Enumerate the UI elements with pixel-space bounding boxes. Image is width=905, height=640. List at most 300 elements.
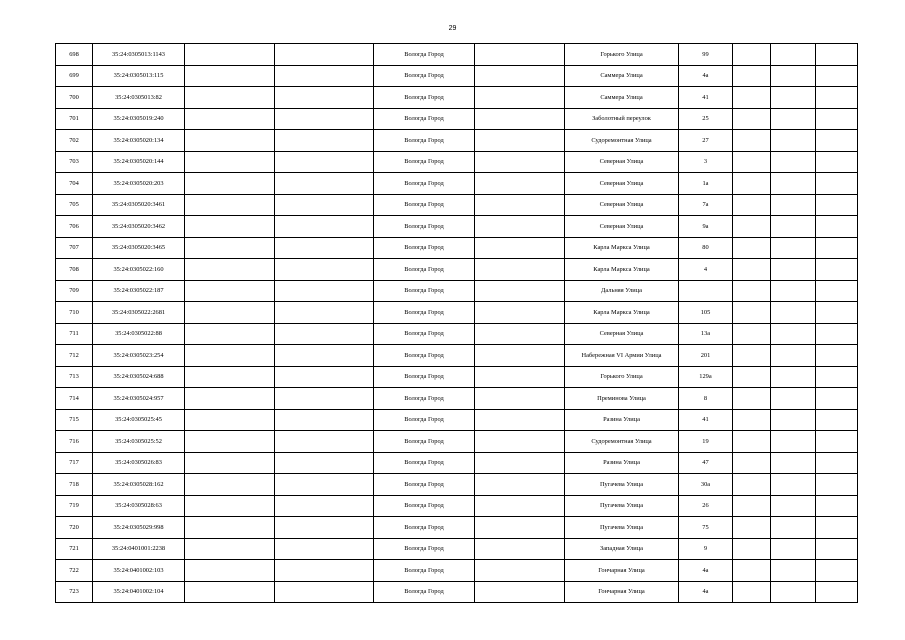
- empty-cell: [475, 323, 565, 345]
- street-cell: Саммера Улица: [565, 65, 679, 87]
- row-number-cell: 711: [56, 323, 93, 345]
- house-number-cell: 3: [679, 151, 733, 173]
- empty-cell: [275, 280, 374, 302]
- street-cell: Карла Маркса Улица: [565, 302, 679, 324]
- empty-cell: [816, 44, 858, 66]
- empty-cell: [733, 302, 771, 324]
- empty-cell: [185, 495, 275, 517]
- street-cell: Карла Маркса Улица: [565, 237, 679, 259]
- empty-cell: [275, 560, 374, 582]
- empty-cell: [816, 302, 858, 324]
- house-number-cell: 8: [679, 388, 733, 410]
- empty-cell: [733, 44, 771, 66]
- empty-cell: [816, 581, 858, 603]
- empty-cell: [771, 431, 816, 453]
- cadastral-number-cell: 35:24:0305020:134: [93, 130, 185, 152]
- empty-cell: [771, 194, 816, 216]
- street-cell: Заболотный переулок: [565, 108, 679, 130]
- settlement-cell: Вологда Город: [374, 65, 475, 87]
- empty-cell: [816, 151, 858, 173]
- empty-cell: [475, 87, 565, 109]
- settlement-cell: Вологда Город: [374, 581, 475, 603]
- empty-cell: [275, 259, 374, 281]
- table-row: [56, 388, 858, 410]
- house-number-cell: 41: [679, 87, 733, 109]
- empty-cell: [733, 194, 771, 216]
- table-row: [56, 87, 858, 109]
- empty-cell: [771, 474, 816, 496]
- street-cell: Северная Улица: [565, 151, 679, 173]
- settlement-cell: Вологда Город: [374, 87, 475, 109]
- empty-cell: [275, 495, 374, 517]
- house-number-cell: 47: [679, 452, 733, 474]
- empty-cell: [771, 130, 816, 152]
- street-cell: Преминова Улица: [565, 388, 679, 410]
- cadastral-number-cell: 35:24:0305024:688: [93, 366, 185, 388]
- row-number-cell: 714: [56, 388, 93, 410]
- house-number-cell: 25: [679, 108, 733, 130]
- empty-cell: [475, 194, 565, 216]
- empty-cell: [275, 345, 374, 367]
- empty-cell: [185, 581, 275, 603]
- cadastral-number-cell: 35:24:0305020:144: [93, 151, 185, 173]
- empty-cell: [475, 65, 565, 87]
- settlement-cell: Вологда Город: [374, 517, 475, 539]
- row-number-cell: 707: [56, 237, 93, 259]
- settlement-cell: Вологда Город: [374, 409, 475, 431]
- empty-cell: [275, 151, 374, 173]
- house-number-cell: 26: [679, 495, 733, 517]
- house-number-cell: 99: [679, 44, 733, 66]
- empty-cell: [475, 280, 565, 302]
- registry-table: [55, 43, 858, 603]
- empty-cell: [275, 44, 374, 66]
- house-number-cell: 13а: [679, 323, 733, 345]
- empty-cell: [475, 366, 565, 388]
- cadastral-number-cell: 35:24:0305020:3461: [93, 194, 185, 216]
- row-number-cell: 700: [56, 87, 93, 109]
- empty-cell: [185, 452, 275, 474]
- table-row: [56, 194, 858, 216]
- cadastral-number-cell: 35:24:0305023:254: [93, 345, 185, 367]
- empty-cell: [771, 216, 816, 238]
- empty-cell: [185, 173, 275, 195]
- empty-cell: [185, 151, 275, 173]
- settlement-cell: Вологда Город: [374, 108, 475, 130]
- empty-cell: [275, 452, 374, 474]
- empty-cell: [185, 538, 275, 560]
- settlement-cell: Вологда Город: [374, 130, 475, 152]
- empty-cell: [475, 560, 565, 582]
- empty-cell: [733, 388, 771, 410]
- empty-cell: [185, 431, 275, 453]
- empty-cell: [733, 581, 771, 603]
- empty-cell: [275, 538, 374, 560]
- empty-cell: [733, 323, 771, 345]
- empty-cell: [275, 108, 374, 130]
- settlement-cell: Вологда Город: [374, 452, 475, 474]
- settlement-cell: Вологда Город: [374, 388, 475, 410]
- row-number-cell: 719: [56, 495, 93, 517]
- cadastral-number-cell: 35:24:0305013:1143: [93, 44, 185, 66]
- table-row: [56, 495, 858, 517]
- empty-cell: [816, 388, 858, 410]
- empty-cell: [816, 366, 858, 388]
- empty-cell: [733, 280, 771, 302]
- table-row: [56, 581, 858, 603]
- empty-cell: [275, 173, 374, 195]
- empty-cell: [475, 409, 565, 431]
- table-row: [56, 431, 858, 453]
- settlement-cell: Вологда Город: [374, 216, 475, 238]
- table-row: [56, 323, 858, 345]
- empty-cell: [771, 323, 816, 345]
- settlement-cell: Вологда Город: [374, 495, 475, 517]
- empty-cell: [816, 65, 858, 87]
- cadastral-number-cell: 35:24:0305029:998: [93, 517, 185, 539]
- row-number-cell: 705: [56, 194, 93, 216]
- cadastral-number-cell: 35:24:0305022:187: [93, 280, 185, 302]
- empty-cell: [475, 452, 565, 474]
- table-row: [56, 560, 858, 582]
- empty-cell: [816, 323, 858, 345]
- empty-cell: [733, 216, 771, 238]
- empty-cell: [475, 538, 565, 560]
- table-row: [56, 409, 858, 431]
- cadastral-number-cell: 35:24:0305020:203: [93, 173, 185, 195]
- row-number-cell: 718: [56, 474, 93, 496]
- street-cell: Западная Улица: [565, 538, 679, 560]
- house-number-cell: 41: [679, 409, 733, 431]
- cadastral-number-cell: 35:24:0305020:3462: [93, 216, 185, 238]
- cadastral-number-cell: 35:24:0305019:240: [93, 108, 185, 130]
- street-cell: Пугачева Улица: [565, 495, 679, 517]
- empty-cell: [771, 259, 816, 281]
- cadastral-number-cell: 35:24:0305026:83: [93, 452, 185, 474]
- street-cell: Северная Улица: [565, 323, 679, 345]
- street-cell: Гончарная Улица: [565, 560, 679, 582]
- row-number-cell: 722: [56, 560, 93, 582]
- empty-cell: [475, 581, 565, 603]
- empty-cell: [185, 216, 275, 238]
- row-number-cell: 698: [56, 44, 93, 66]
- table-row: [56, 151, 858, 173]
- empty-cell: [733, 259, 771, 281]
- empty-cell: [475, 388, 565, 410]
- street-cell: Пугачева Улица: [565, 474, 679, 496]
- empty-cell: [733, 560, 771, 582]
- street-cell: Судоремонтная Улица: [565, 130, 679, 152]
- empty-cell: [275, 302, 374, 324]
- empty-cell: [185, 345, 275, 367]
- settlement-cell: Вологда Город: [374, 302, 475, 324]
- street-cell: Гончарная Улица: [565, 581, 679, 603]
- empty-cell: [816, 173, 858, 195]
- house-number-cell: 4а: [679, 65, 733, 87]
- house-number-cell: 4: [679, 259, 733, 281]
- settlement-cell: Вологда Город: [374, 474, 475, 496]
- empty-cell: [816, 431, 858, 453]
- empty-cell: [816, 87, 858, 109]
- street-cell: Набережная VI Армии Улица: [565, 345, 679, 367]
- empty-cell: [185, 560, 275, 582]
- house-number-cell: [679, 280, 733, 302]
- settlement-cell: Вологда Город: [374, 323, 475, 345]
- settlement-cell: Вологда Город: [374, 151, 475, 173]
- table-row: [56, 65, 858, 87]
- empty-cell: [475, 431, 565, 453]
- empty-cell: [771, 151, 816, 173]
- cadastral-number-cell: 35:24:0401001:2238: [93, 538, 185, 560]
- empty-cell: [771, 538, 816, 560]
- cadastral-number-cell: 35:24:0401002:103: [93, 560, 185, 582]
- empty-cell: [475, 130, 565, 152]
- empty-cell: [771, 495, 816, 517]
- empty-cell: [733, 237, 771, 259]
- empty-cell: [185, 280, 275, 302]
- cadastral-number-cell: 35:24:0305022:88: [93, 323, 185, 345]
- street-cell: Разина Улица: [565, 409, 679, 431]
- cadastral-number-cell: 35:24:0305025:45: [93, 409, 185, 431]
- empty-cell: [475, 345, 565, 367]
- house-number-cell: 80: [679, 237, 733, 259]
- empty-cell: [816, 452, 858, 474]
- empty-cell: [816, 474, 858, 496]
- empty-cell: [733, 87, 771, 109]
- empty-cell: [733, 431, 771, 453]
- cadastral-number-cell: 35:24:0305024:957: [93, 388, 185, 410]
- empty-cell: [185, 237, 275, 259]
- empty-cell: [733, 409, 771, 431]
- page-number: 29: [448, 25, 457, 32]
- street-cell: Разина Улица: [565, 452, 679, 474]
- settlement-cell: Вологда Город: [374, 44, 475, 66]
- cadastral-number-cell: 35:24:0305022:2681: [93, 302, 185, 324]
- street-cell: Горького Улица: [565, 366, 679, 388]
- table-row: [56, 237, 858, 259]
- empty-cell: [185, 388, 275, 410]
- empty-cell: [475, 108, 565, 130]
- empty-cell: [475, 173, 565, 195]
- settlement-cell: Вологда Город: [374, 259, 475, 281]
- empty-cell: [733, 65, 771, 87]
- settlement-cell: Вологда Город: [374, 237, 475, 259]
- table-row: [56, 366, 858, 388]
- house-number-cell: 19: [679, 431, 733, 453]
- table-body: [56, 44, 858, 603]
- empty-cell: [185, 259, 275, 281]
- empty-cell: [185, 65, 275, 87]
- empty-cell: [816, 130, 858, 152]
- empty-cell: [475, 237, 565, 259]
- empty-cell: [771, 302, 816, 324]
- row-number-cell: 710: [56, 302, 93, 324]
- house-number-cell: 75: [679, 517, 733, 539]
- settlement-cell: Вологда Город: [374, 280, 475, 302]
- empty-cell: [771, 581, 816, 603]
- empty-cell: [771, 560, 816, 582]
- empty-cell: [816, 237, 858, 259]
- settlement-cell: Вологда Город: [374, 173, 475, 195]
- empty-cell: [275, 216, 374, 238]
- row-number-cell: 703: [56, 151, 93, 173]
- empty-cell: [733, 108, 771, 130]
- empty-cell: [185, 194, 275, 216]
- empty-cell: [816, 194, 858, 216]
- empty-cell: [475, 302, 565, 324]
- empty-cell: [733, 151, 771, 173]
- street-cell: Северная Улица: [565, 216, 679, 238]
- row-number-cell: 699: [56, 65, 93, 87]
- table-row: [56, 108, 858, 130]
- empty-cell: [185, 474, 275, 496]
- empty-cell: [275, 194, 374, 216]
- table-row: [56, 216, 858, 238]
- table-row: [56, 173, 858, 195]
- row-number-cell: 701: [56, 108, 93, 130]
- empty-cell: [275, 517, 374, 539]
- table-row: [56, 517, 858, 539]
- empty-cell: [816, 560, 858, 582]
- street-cell: Горького Улица: [565, 44, 679, 66]
- settlement-cell: Вологда Город: [374, 560, 475, 582]
- table-row: [56, 130, 858, 152]
- cadastral-number-cell: 35:24:0305013:115: [93, 65, 185, 87]
- house-number-cell: 105: [679, 302, 733, 324]
- empty-cell: [475, 44, 565, 66]
- row-number-cell: 704: [56, 173, 93, 195]
- street-cell: Северная Улица: [565, 173, 679, 195]
- empty-cell: [185, 323, 275, 345]
- empty-cell: [275, 366, 374, 388]
- empty-cell: [816, 495, 858, 517]
- empty-cell: [475, 151, 565, 173]
- empty-cell: [771, 452, 816, 474]
- row-number-cell: 716: [56, 431, 93, 453]
- row-number-cell: 720: [56, 517, 93, 539]
- empty-cell: [275, 388, 374, 410]
- empty-cell: [733, 173, 771, 195]
- empty-cell: [275, 87, 374, 109]
- empty-cell: [275, 409, 374, 431]
- empty-cell: [771, 173, 816, 195]
- empty-cell: [275, 431, 374, 453]
- empty-cell: [475, 259, 565, 281]
- row-number-cell: 702: [56, 130, 93, 152]
- empty-cell: [185, 108, 275, 130]
- empty-cell: [816, 259, 858, 281]
- empty-cell: [475, 216, 565, 238]
- cadastral-number-cell: 35:24:0305025:52: [93, 431, 185, 453]
- empty-cell: [816, 280, 858, 302]
- empty-cell: [475, 474, 565, 496]
- empty-cell: [771, 345, 816, 367]
- cadastral-number-cell: 35:24:0305020:3465: [93, 237, 185, 259]
- cadastral-number-cell: 35:24:0305028:63: [93, 495, 185, 517]
- empty-cell: [816, 538, 858, 560]
- house-number-cell: 4а: [679, 581, 733, 603]
- table-row: [56, 280, 858, 302]
- empty-cell: [185, 517, 275, 539]
- street-cell: Карла Маркса Улица: [565, 259, 679, 281]
- table-row: [56, 452, 858, 474]
- empty-cell: [733, 345, 771, 367]
- empty-cell: [771, 87, 816, 109]
- row-number-cell: 706: [56, 216, 93, 238]
- settlement-cell: Вологда Город: [374, 194, 475, 216]
- settlement-cell: Вологда Город: [374, 431, 475, 453]
- house-number-cell: 7а: [679, 194, 733, 216]
- street-cell: Дальняя Улица: [565, 280, 679, 302]
- empty-cell: [771, 388, 816, 410]
- house-number-cell: 30а: [679, 474, 733, 496]
- empty-cell: [733, 452, 771, 474]
- empty-cell: [275, 474, 374, 496]
- empty-cell: [816, 409, 858, 431]
- empty-cell: [771, 108, 816, 130]
- empty-cell: [733, 474, 771, 496]
- table-row: [56, 302, 858, 324]
- house-number-cell: 1а: [679, 173, 733, 195]
- row-number-cell: 723: [56, 581, 93, 603]
- street-cell: Пугачева Улица: [565, 517, 679, 539]
- table-row: [56, 474, 858, 496]
- house-number-cell: 4а: [679, 560, 733, 582]
- empty-cell: [185, 409, 275, 431]
- empty-cell: [275, 581, 374, 603]
- table-row: [56, 259, 858, 281]
- row-number-cell: 712: [56, 345, 93, 367]
- empty-cell: [475, 495, 565, 517]
- street-cell: Северная Улица: [565, 194, 679, 216]
- settlement-cell: Вологда Город: [374, 366, 475, 388]
- street-cell: Саммера Улица: [565, 87, 679, 109]
- row-number-cell: 708: [56, 259, 93, 281]
- empty-cell: [275, 323, 374, 345]
- empty-cell: [185, 44, 275, 66]
- empty-cell: [771, 237, 816, 259]
- cadastral-number-cell: 35:24:0401002:104: [93, 581, 185, 603]
- house-number-cell: 9: [679, 538, 733, 560]
- empty-cell: [733, 517, 771, 539]
- house-number-cell: 201: [679, 345, 733, 367]
- house-number-cell: 129а: [679, 366, 733, 388]
- empty-cell: [771, 280, 816, 302]
- house-number-cell: 27: [679, 130, 733, 152]
- empty-cell: [275, 130, 374, 152]
- empty-cell: [733, 538, 771, 560]
- empty-cell: [185, 366, 275, 388]
- settlement-cell: Вологда Город: [374, 538, 475, 560]
- empty-cell: [185, 302, 275, 324]
- empty-cell: [733, 130, 771, 152]
- empty-cell: [733, 495, 771, 517]
- cadastral-number-cell: 35:24:0305013:82: [93, 87, 185, 109]
- empty-cell: [733, 366, 771, 388]
- empty-cell: [185, 87, 275, 109]
- empty-cell: [816, 345, 858, 367]
- table-row: [56, 44, 858, 66]
- house-number-cell: 9а: [679, 216, 733, 238]
- row-number-cell: 721: [56, 538, 93, 560]
- empty-cell: [475, 517, 565, 539]
- row-number-cell: 715: [56, 409, 93, 431]
- empty-cell: [771, 366, 816, 388]
- cadastral-number-cell: 35:24:0305028:162: [93, 474, 185, 496]
- empty-cell: [185, 130, 275, 152]
- empty-cell: [816, 517, 858, 539]
- empty-cell: [275, 237, 374, 259]
